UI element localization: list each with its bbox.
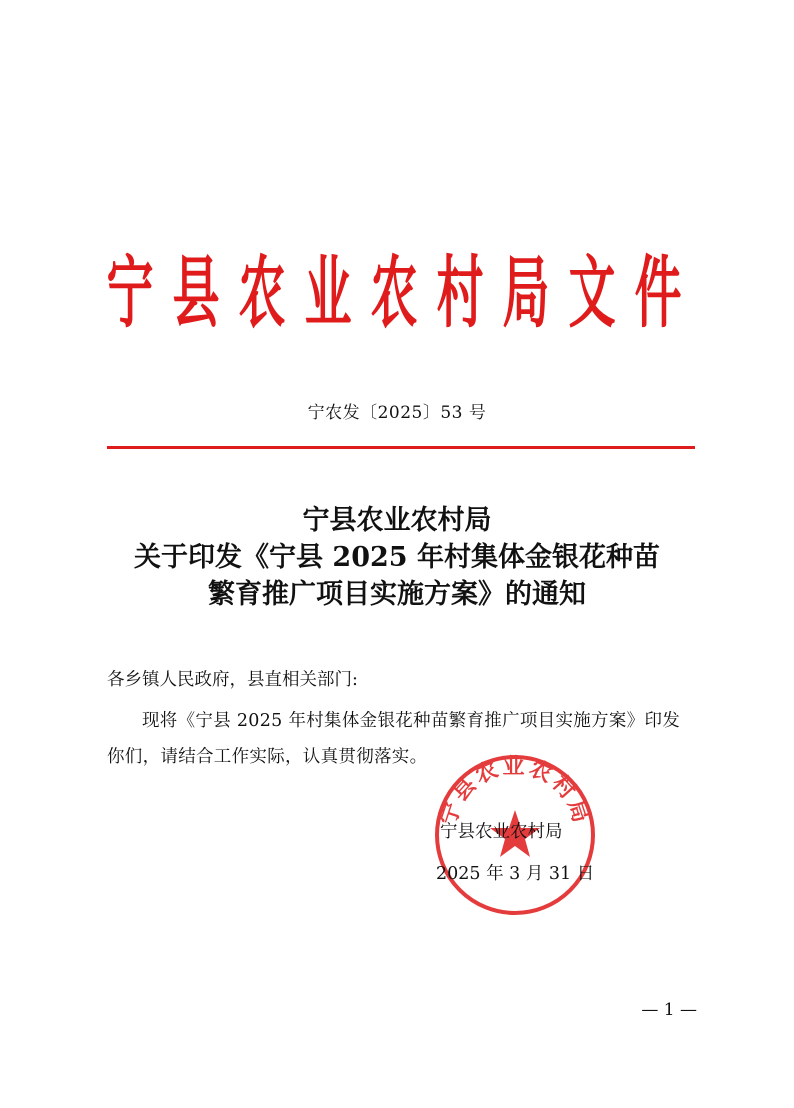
masthead-char: 县 <box>172 249 220 339</box>
seal-text: 宁县农业农村局 <box>436 754 594 829</box>
masthead-char: 业 <box>304 249 352 339</box>
issue-date: 2025 年 3 月 31 日 <box>436 864 595 884</box>
masthead-char: 农 <box>238 249 286 339</box>
masthead-char: 文 <box>568 249 616 339</box>
red-separator-line <box>107 446 695 449</box>
body-paragraph: 现将《宁县 2025 年村集体金银花种苗繁育推广项目实施方案》印发你们，请结合工作实际，认真贯彻落实。 <box>107 711 681 767</box>
masthead-char: 件 <box>634 249 682 339</box>
title-line-1: 宁县农业农村局 <box>302 505 492 536</box>
page-number: — 1 — <box>641 1000 697 1020</box>
document-number: 宁农发〔2025〕53 号 <box>307 403 487 423</box>
title-line-2: 关于印发《宁县 2025 年村集体金银花种苗 <box>134 542 660 573</box>
salutation: 各乡镇人民政府，县直相关部门: <box>107 670 358 690</box>
masthead-char: 宁 <box>106 249 154 339</box>
title-line-3: 繁育推广项目实施方案》的通知 <box>208 579 586 610</box>
issuer-signature: 宁县农业农村局 <box>440 822 563 842</box>
masthead-char: 局 <box>502 249 550 339</box>
masthead-char: 农 <box>370 249 418 339</box>
document-title <box>0 502 794 613</box>
masthead-char: 村 <box>436 249 484 339</box>
document-masthead <box>104 249 684 339</box>
